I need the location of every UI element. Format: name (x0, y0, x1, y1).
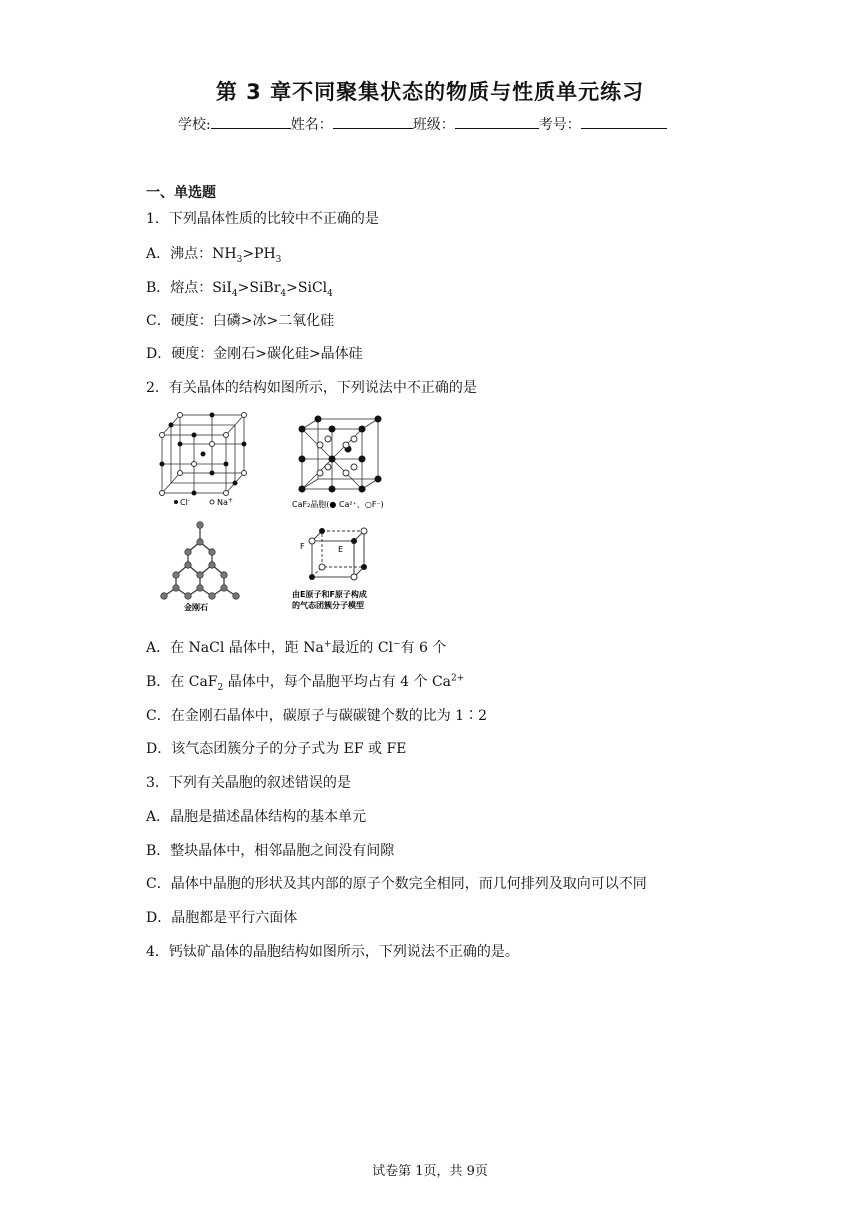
exam-no-blank[interactable] (581, 114, 667, 129)
question-4-stem: 4．钙钛矿晶体的晶胞结构如图所示，下列说法不正确的是。 (146, 944, 519, 960)
question-1-option-a: A．沸点：$NH_3>PH_3$ (146, 246, 282, 265)
student-info-line (178, 114, 667, 134)
cluster-label-f: F (300, 542, 305, 551)
question-3-stem: 3．下列有关晶胞的叙述错误的是 (146, 775, 351, 791)
question-1-option-c: C．硬度：白磷>冰>二氧化硅 (146, 313, 335, 329)
question-2-option-b: B．在 CaF$_2$ 晶体中，每个晶胞平均占有 4 个 $Ca^{2+}$ (146, 673, 465, 693)
class-label: 班级： (412, 117, 455, 133)
question-3-option-d: D．晶胞都是平行六面体 (146, 910, 298, 926)
cluster-label-e: E (338, 545, 344, 554)
cluster-caption-1: 由E原子和F原子构成 (292, 590, 367, 599)
question-3-option-b: B．整块晶体中，相邻晶胞之间没有间隙 (146, 843, 395, 859)
question-2-option-a: A．在 NaCl 晶体中，距 Na+最近的 Cl−有 6 个 (146, 639, 447, 656)
name-blank[interactable] (333, 114, 413, 129)
name-label: 姓名： (290, 117, 333, 133)
question-2-stem: 2．有关晶体的结构如图所示，下列说法中不正确的是 (146, 380, 477, 396)
caf2-unit-cell-figure (290, 415, 400, 515)
diamond-structure-figure (150, 520, 250, 615)
diamond-caption: 金刚石 (184, 603, 208, 612)
school-label: 学校: (178, 117, 211, 133)
question-3-option-c: C．晶体中晶胞的形状及其内部的原子个数完全相同，而几何排列及取向可以不同 (146, 876, 647, 892)
section-heading: 一、单选题 (146, 185, 216, 201)
question-1-option-b: B．熔点：SiI$_4$>SiBr$_4$>SiCl$_4$ (146, 280, 333, 299)
question-1-stem: 1．下列晶体性质的比较中不正确的是 (146, 211, 379, 227)
page-title: 第 3 章不同聚集状态的物质与性质单元练习 (215, 80, 645, 104)
caf2-caption: CaF₂晶胞(● Ca²⁺、○F⁻) (292, 500, 384, 509)
question-1-option-d: D．硬度：金刚石>碳化硅>晶体硅 (146, 346, 363, 362)
gas-cluster-molecule-figure (290, 525, 410, 615)
nacl-legend-na: Na+ (217, 497, 233, 507)
exam-no-label: 考号： (538, 117, 581, 133)
nacl-crystal-figure (150, 405, 260, 510)
question-2-option-c: C．在金刚石晶体中，碳原子与碳碳键个数的比为 1∶2 (146, 708, 487, 724)
school-blank[interactable] (211, 114, 291, 129)
page-footer: 试卷第 1页，共 9页 (372, 1164, 488, 1179)
class-blank[interactable] (455, 114, 539, 129)
nacl-legend-cl: Cl- (180, 497, 190, 507)
question-2-option-d: D．该气态团簇分子的分子式为 EF 或 FE (146, 741, 407, 757)
cluster-caption-2: 的气态团簇分子模型 (292, 601, 364, 610)
question-3-option-a: A．晶胞是描述晶体结构的基本单元 (146, 809, 367, 825)
